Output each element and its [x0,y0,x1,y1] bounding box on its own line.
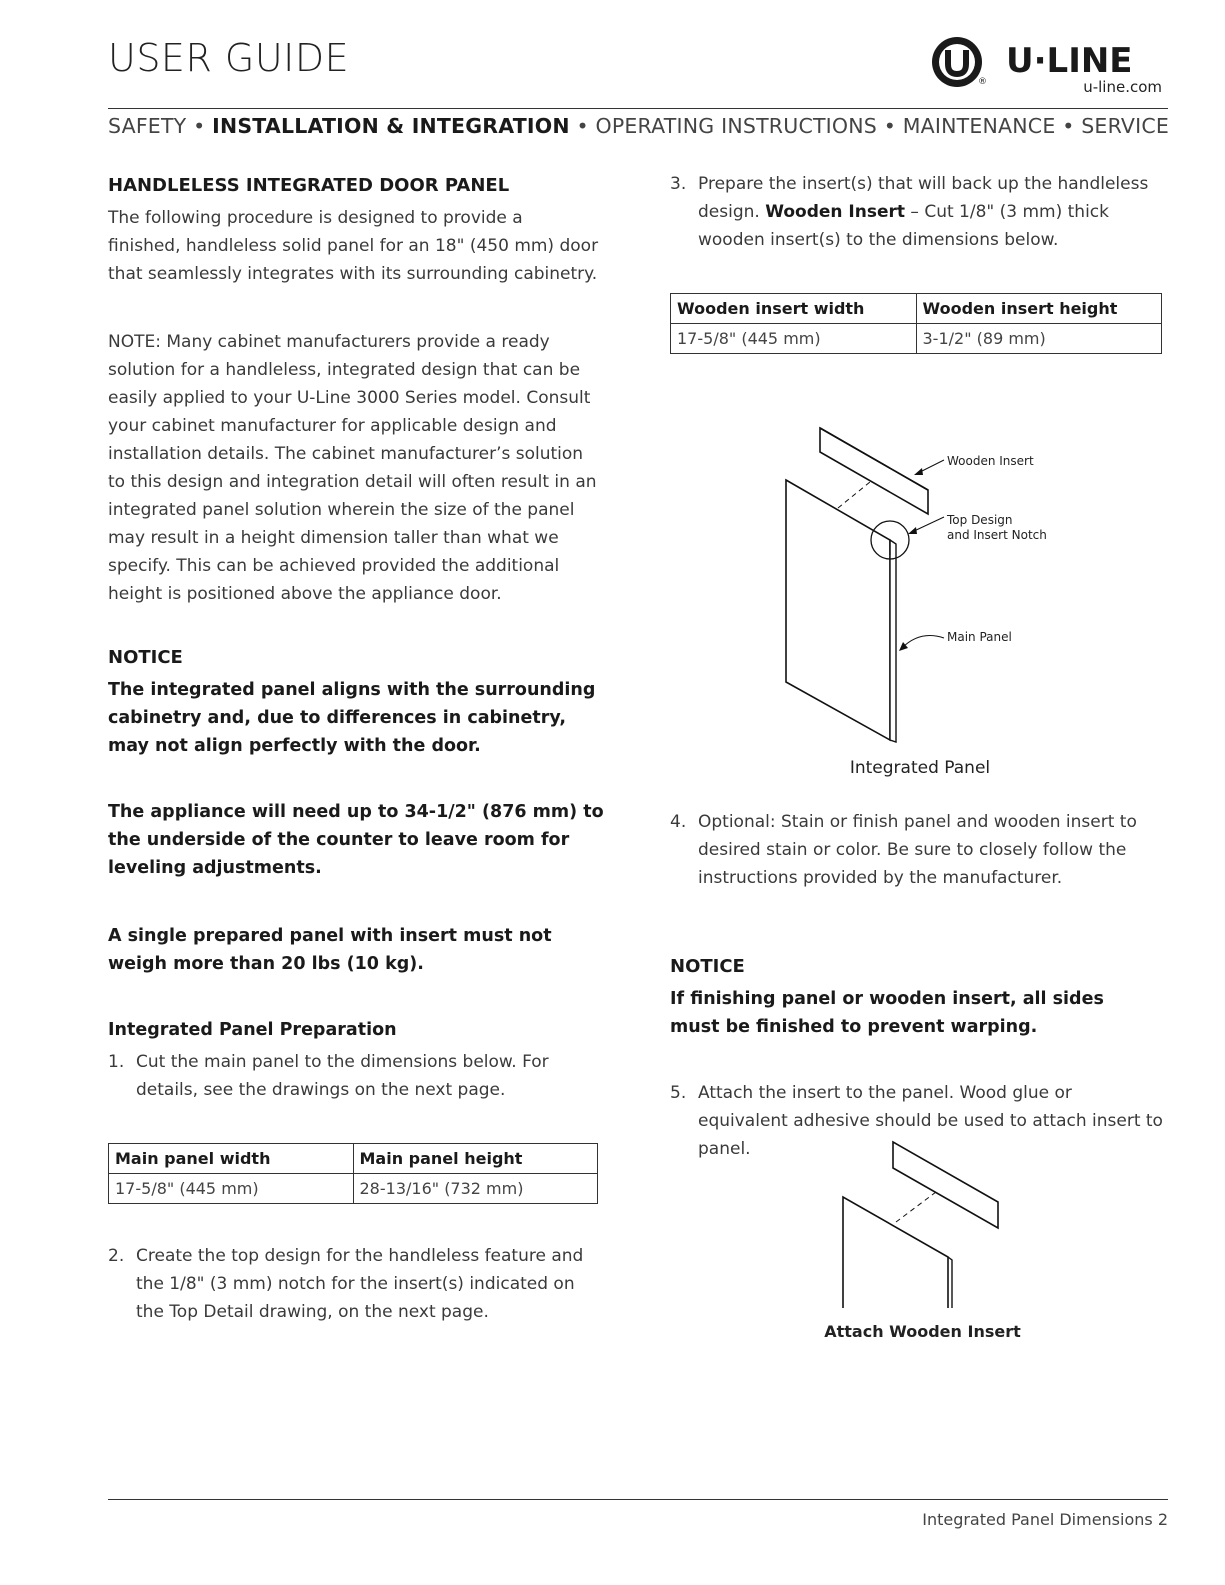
step-number: 4. [670,812,687,832]
nav-safety: SAFETY [108,114,187,138]
step-4 [670,808,1165,892]
table-cell: 17-5/8" (445 mm) [671,324,917,354]
nav-maintenance: MAINTENANCE [902,114,1056,138]
brand-wordmark: U·LINE [1006,41,1133,81]
step-text: Create the top design for the handleless feature and the 1/8" (3 mm) notch for the insert(s) indicated on the Top Detail drawing, on the next page. [136,1246,584,1322]
label-wooden-insert: Wooden Insert [947,454,1034,468]
step-number: 5. [670,1083,687,1103]
table-header: Wooden insert height [916,294,1162,324]
footer-divider [108,1499,1168,1500]
nav-separator: • [576,114,589,138]
table-header: Wooden insert width [671,294,917,324]
intro-paragraph: The following procedure is designed to provide a finished, handleless solid panel for an 18" (450 mm) door that seamlessly integrates with its surrounding cabinetry. [108,208,599,284]
step-text: Cut the main panel to the dimensions below. For details, see the drawings on the next page. [136,1052,549,1100]
notice-weight: A single prepared panel with insert must not weigh more than 20 lbs (10 kg). [108,926,552,974]
step-text: Optional: Stain or finish panel and wooden insert to desired stain or color. Be sure to closely follow the instructions provided by the manufacturer. [698,812,1137,888]
figure-caption-attach-insert: Attach Wooden Insert [824,1322,1021,1341]
integrated-panel-diagram [780,420,1080,750]
section-heading: HANDLELESS INTEGRATED DOOR PANEL [108,175,510,196]
brand-url: u-line.com [1083,78,1162,96]
notice-clearance: The appliance will need up to 34-1/2" (876 mm) to the underside of the counter to leave room for leveling adjustments. [108,802,604,878]
notice-finishing: If finishing panel or wooden insert, all sides must be finished to prevent warping. [670,989,1104,1037]
step-text: Attach the insert to the panel. Wood glue or equivalent adhesive should be used to attach insert to panel. [698,1083,1163,1159]
label-insert-notch: and Insert Notch [947,528,1047,542]
step-text: Prepare the insert(s) that will back up the handleless design. Wooden Insert – Cut 1/8" (3 mm) thick wooden insert(s) to the dimensions below. [698,174,1149,250]
nav-operating: OPERATING INSTRUCTIONS [595,114,878,138]
figure-caption-integrated-panel: Integrated Panel [849,758,991,778]
attach-insert-diagram [840,1140,1010,1310]
notice-label: NOTICE [108,647,183,668]
step-2 [108,1242,600,1326]
note-paragraph: NOTE: Many cabinet manufacturers provide a ready solution for a handleless, integrated design that can be easily applied to your U-Line 3000 Series model. Consult your cabinet manufacturer for applicable design and installation details. The cabinet manufacturer’s solution to this design and integration detail will often result in an integrated panel solution wherein the size of the panel may result in a height dimension taller than what we specify. This can be achieved provided the additional height is positioned above the appliance door. [108,332,597,604]
section-nav [108,114,1168,138]
main-panel-table [108,1143,598,1204]
notice-label: NOTICE [670,956,745,977]
wooden-insert-term: Wooden Insert [765,202,906,222]
nav-separator: • [193,114,206,138]
nav-separator: • [883,114,897,138]
step-number: 1. [108,1052,125,1072]
table-header: Main panel height [353,1144,598,1174]
header-divider [108,108,1168,109]
nav-separator: • [1062,114,1075,138]
table-cell: 28-13/16" (732 mm) [353,1174,598,1204]
step-number: 3. [670,174,687,194]
step-number: 2. [108,1246,125,1266]
notice-alignment: The integrated panel aligns with the surrounding cabinetry and, due to differences in cabinetry, may not align perfectly with the door. [108,680,596,756]
step-3 [670,170,1165,254]
footer-page-label: Integrated Panel Dimensions 2 [922,1510,1168,1529]
page-title: USER GUIDE [108,36,350,80]
label-top-design: Top Design [947,513,1013,527]
preparation-heading: Integrated Panel Preparation [108,1020,397,1040]
table-cell: 17-5/8" (445 mm) [109,1174,354,1204]
nav-installation-current: INSTALLATION & INTEGRATION [212,114,570,138]
svg-text:®: ® [978,77,987,87]
brand-logo [930,34,1162,98]
table-cell: 3-1/2" (89 mm) [916,324,1162,354]
wooden-insert-table [670,293,1162,354]
step-1 [108,1048,600,1104]
nav-service: SERVICE [1081,114,1170,138]
label-main-panel: Main Panel [947,630,1012,644]
table-header: Main panel width [109,1144,354,1174]
